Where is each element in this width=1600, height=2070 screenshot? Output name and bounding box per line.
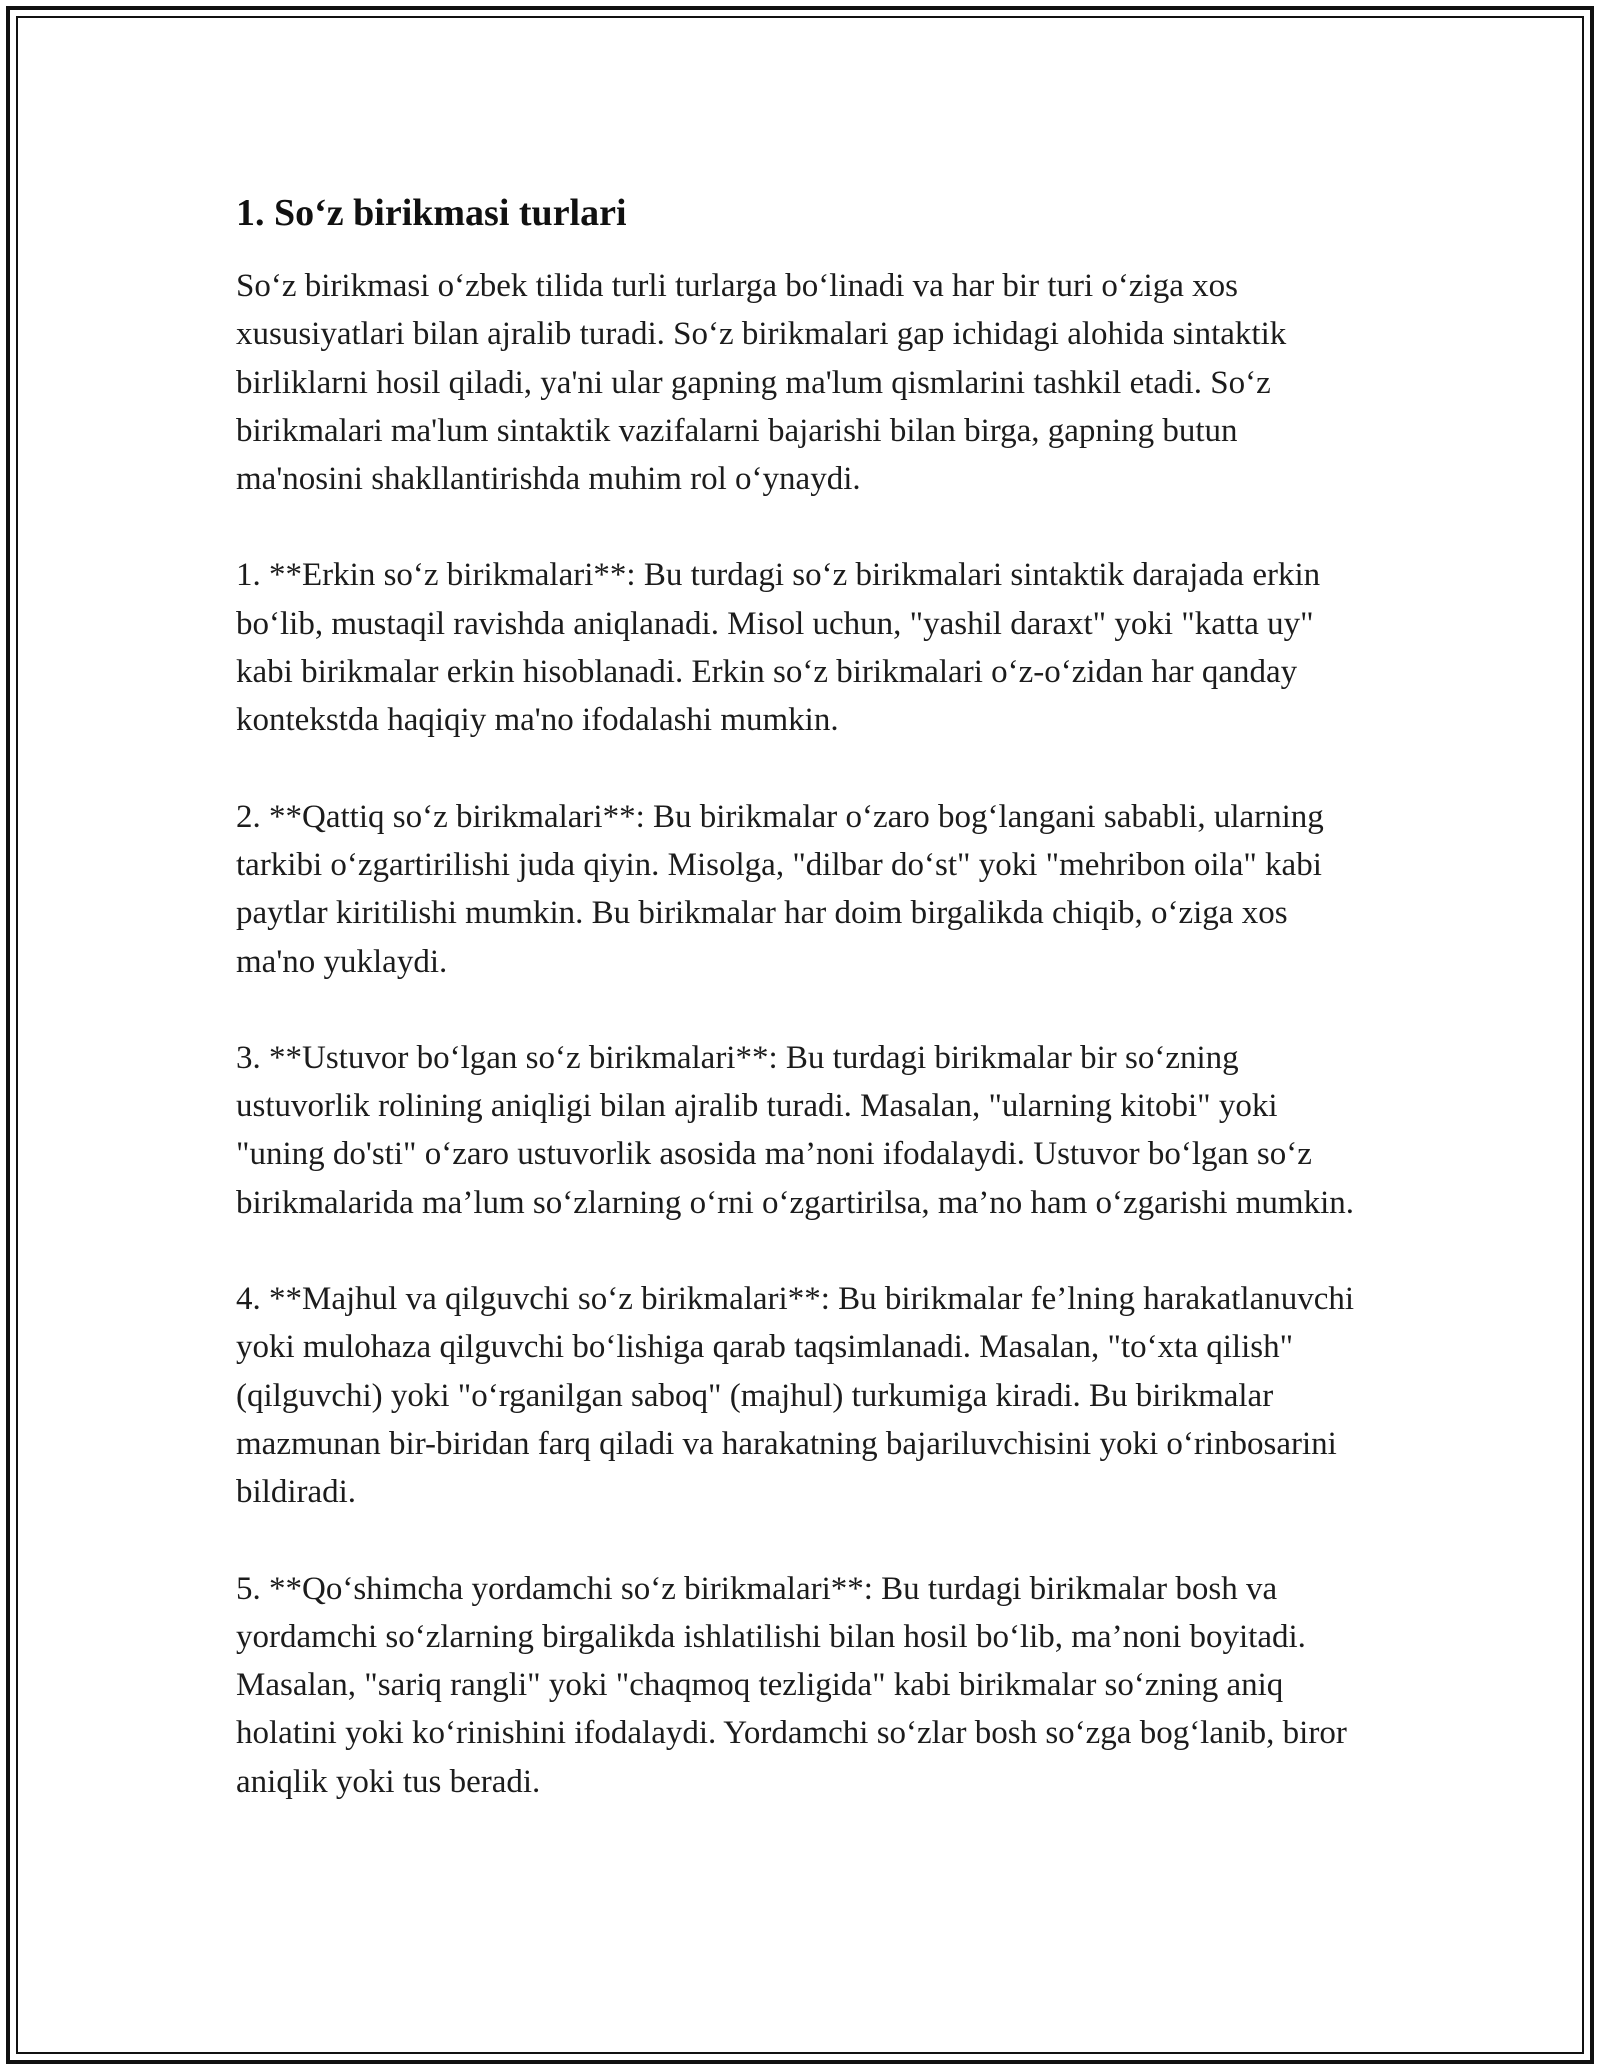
paragraph-fixed-phrases: 2. **Qattiq so‘z birikmalari**: Bu birikmalar o‘zaro bog‘langani sababli, ularning tarkibi o‘zgartirilishi juda qiyin. Misolga, "dilbar do‘st" yoki "mehribon oila" kabi paytlar kiritilishi mumkin. Bu birikmalar har doim birgalikda chiqib, o‘ziga xos ma'no yuklaydi. xyxy=(236,798,1324,980)
paragraph-passive-active-phrases: 4. **Majhul va qilguvchi so‘z birikmalari**: Bu birikmalar fe’lning harakatlanuvchi yoki mulohaza qilguvchi bo‘lishiga qarab taqsimlanadi. Masalan, "to‘xta qilish" (qilguvchi) yoki "o‘rganilgan saboq" (majhul) turkumiga kiradi. Bu birikmalar mazmunan bir-biridan farq qiladi va harakatning bajariluvchisini yoki o‘rinbosarini bildiradi. xyxy=(236,1281,1355,1511)
section-heading: 1. So‘z birikmasi turlari xyxy=(236,192,627,234)
intro-paragraph: So‘z birikmasi o‘zbek tilida turli turlarga bo‘linadi va har bir turi o‘ziga xos xususiyatlari bilan ajralib turadi. So‘z birikmalari gap ichidagi alohida sintaktik birliklarni hosil qiladi, ya'ni ular gapning ma'lum qismlarini tashkil etadi. So‘z birikmalari ma'lum sintaktik vazifalarni bajarishi bilan birga, gapning butun ma'nosini shakllantirishda muhim rol o‘ynaydi. xyxy=(236,268,1287,498)
paragraph-dominant-phrases: 3. **Ustuvor bo‘lgan so‘z birikmalari**: Bu turdagi birikmalar bir so‘zning ustuvorlik rolining aniqligi bilan ajralib turadi. Masalan, "ularning kitobi" yoki "uning do'sti" o‘zaro ustuvorlik asosida ma’noni ifodalaydi. Ustuvor bo‘lgan so‘z birikmalarida ma’lum so‘zlarning o‘rni o‘zgartirilsa, ma’no ham o‘zgarishi mumkin. xyxy=(236,1039,1355,1221)
document-body xyxy=(236,186,1366,1854)
paragraph-auxiliary-phrases: 5. **Qo‘shimcha yordamchi so‘z birikmalari**: Bu turdagi birikmalar bosh va yordamchi so‘zlarning birgalikda ishlatilishi bilan hosil bo‘lib, ma’noni boyitadi. Masalan, "sariq rangli" yoki "chaqmoq tezligida" kabi birikmalar so‘zning aniq holatini yoki ko‘rinishini ifodalaydi. Yordamchi so‘zlar bosh so‘zga bog‘lanib, biror aniqlik yoki tus beradi. xyxy=(236,1570,1347,1800)
paragraph-free-phrases: 1. **Erkin so‘z birikmalari**: Bu turdagi so‘z birikmalari sintaktik darajada erkin bo‘lib, mustaqil ravishda aniqlanadi. Misol uchun, "yashil daraxt" yoki "katta uy" kabi birikmalar erkin hisoblanadi. Erkin so‘z birikmalari o‘z-o‘zidan har qanday kontekstda haqiqiy ma'no ifodalashi mumkin. xyxy=(236,557,1321,739)
